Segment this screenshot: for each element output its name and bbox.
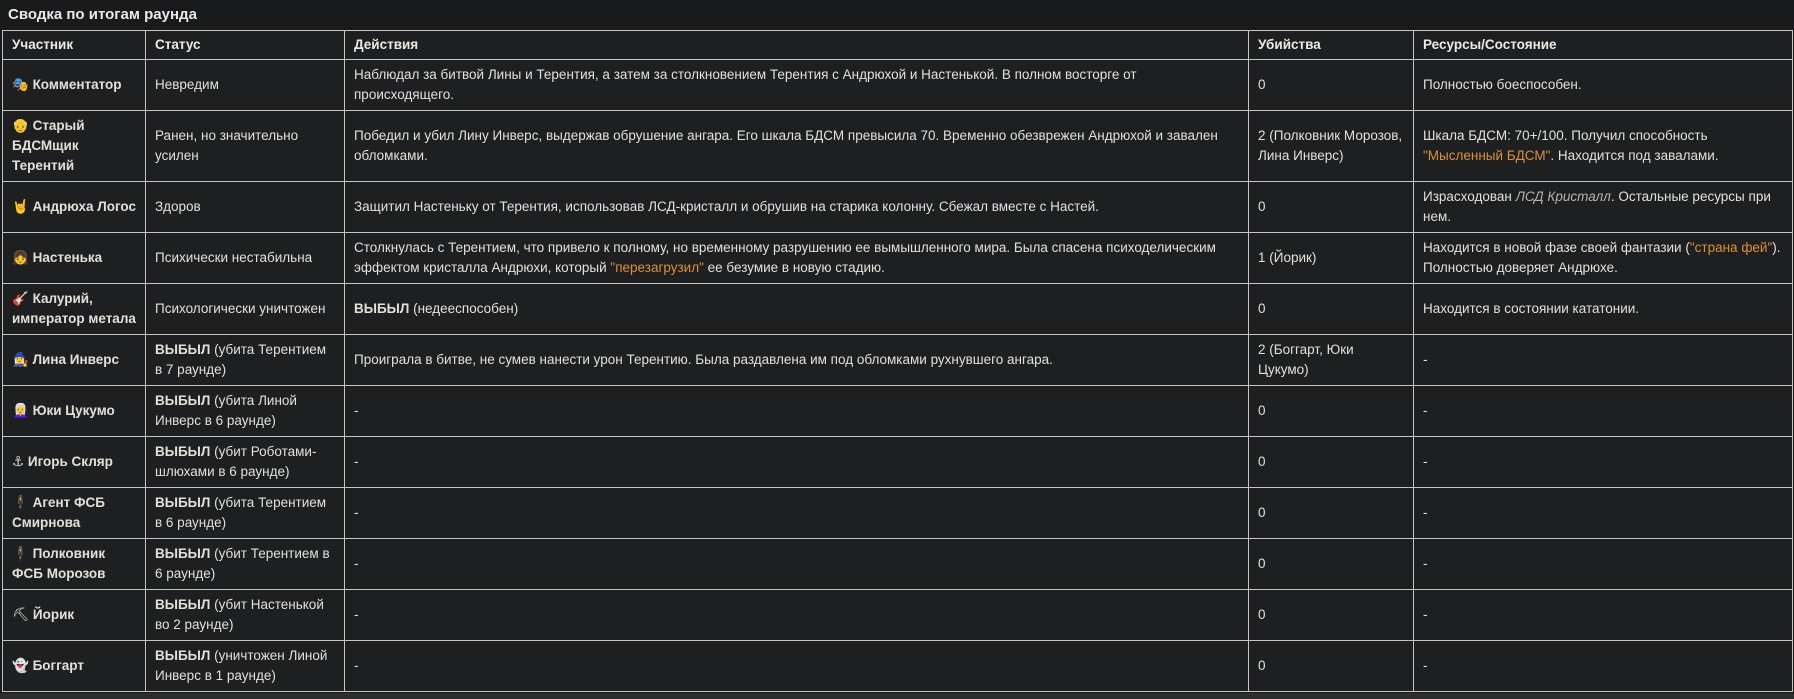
resources-cell — [1414, 182, 1793, 233]
status-cell — [146, 437, 345, 488]
text-segment: Психологически уничтожен — [155, 301, 326, 316]
text-segment: - — [1423, 658, 1428, 673]
participant-cell — [3, 590, 146, 641]
resources-cell — [1414, 60, 1793, 111]
participant-name: Йорик — [29, 607, 75, 622]
actions-cell — [345, 284, 1249, 335]
text-segment: - — [1423, 607, 1428, 622]
kills-cell: 0 — [1249, 182, 1414, 233]
text-segment: ВЫБЫЛ — [354, 301, 410, 316]
kills-cell: 2 (Боггарт, Юки Цукумо) — [1249, 335, 1414, 386]
kills-cell: 2 (Полковник Морозов, Лина Инверс) — [1249, 111, 1414, 182]
text-segment: - — [354, 556, 359, 571]
header-resources: Ресурсы/Состояние — [1414, 31, 1793, 60]
table-row — [3, 590, 1793, 641]
link-text[interactable]: "страна фей" — [1689, 240, 1773, 255]
theater-masks-icon: 🎭 — [12, 77, 29, 92]
white-haired-woman-icon: 👩‍🦳 — [12, 403, 29, 418]
resources-cell — [1414, 590, 1793, 641]
status-cell — [146, 335, 345, 386]
kills-cell: 0 — [1249, 488, 1414, 539]
participant-name: Лина Инверс — [28, 352, 119, 367]
actions-cell — [345, 386, 1249, 437]
link-text[interactable]: "Мысленный БДСМ" — [1423, 148, 1551, 163]
text-segment: ВЫБЫЛ — [155, 546, 211, 561]
table-row — [3, 60, 1793, 111]
participant-name: Андрюха Логос — [28, 199, 136, 214]
participant-name: Юки Цукумо — [28, 403, 115, 418]
text-segment: (убит Роботами-шлюхами в 6 раунде) — [155, 444, 317, 479]
resources-cell — [1414, 641, 1793, 692]
text-segment: (недееспособен) — [409, 301, 519, 316]
text-segment: . Находится под завалами. — [1550, 148, 1719, 163]
text-segment: - — [1423, 556, 1428, 571]
actions-cell — [345, 335, 1249, 386]
text-segment: Здоров — [155, 199, 201, 214]
table-body — [3, 60, 1793, 692]
girl-icon: 👧 — [12, 250, 29, 265]
kills-cell: 1 (Йорик) — [1249, 233, 1414, 284]
text-segment: - — [354, 607, 359, 622]
text-segment: ВЫБЫЛ — [155, 495, 211, 510]
text-segment: ВЫБЫЛ — [155, 648, 211, 663]
actions-cell — [345, 539, 1249, 590]
text-segment: Ранен, но значительно усилен — [155, 128, 299, 163]
kills-cell: 0 — [1249, 590, 1414, 641]
text-segment: ЛСД Кристалл — [1515, 189, 1611, 204]
ghost-icon: 👻 — [12, 658, 29, 673]
participant-cell — [3, 284, 146, 335]
man-in-suit-icon: 🕴 — [12, 546, 29, 561]
participant-cell — [3, 488, 146, 539]
actions-cell — [345, 182, 1249, 233]
text-segment: (убита Линой Инверс в 6 раунде) — [155, 393, 297, 428]
text-segment: Столкнулась с Терентием, что привело к полному, но временному разрушению ее вымышленного мира. Была спасена психоделическим эффектом кристалла Андрюхи, который — [354, 240, 1216, 275]
table-row — [3, 437, 1793, 488]
table-row — [3, 641, 1793, 692]
text-segment: - — [354, 454, 359, 469]
kills-cell: 0 — [1249, 641, 1414, 692]
kills-cell: 0 — [1249, 284, 1414, 335]
text-segment: - — [1423, 505, 1428, 520]
text-segment: Полностью боеспособен. — [1423, 77, 1582, 92]
link-text[interactable]: "перезагрузил" — [610, 260, 704, 275]
resources-cell — [1414, 284, 1793, 335]
text-segment: (убита Терентием в 7 раунде) — [155, 342, 327, 377]
text-segment: ВЫБЫЛ — [155, 597, 211, 612]
actions-cell — [345, 111, 1249, 182]
status-cell — [146, 539, 345, 590]
resources-cell — [1414, 539, 1793, 590]
woman-mage-icon: 🧙‍♀️ — [12, 352, 29, 367]
header-status: Статус — [146, 31, 345, 60]
text-segment: Наблюдал за битвой Лины и Терентия, а затем за столкновением Терентия с Андрюхой и Настенькой. В полном восторге от происходящего. — [354, 67, 1137, 102]
table-row — [3, 233, 1793, 284]
participant-cell — [3, 182, 146, 233]
text-segment: - — [354, 505, 359, 520]
kills-cell: 0 — [1249, 60, 1414, 111]
participant-name: Агент ФСБ Смирнова — [12, 495, 105, 530]
text-segment: Психически нестабильна — [155, 250, 313, 265]
status-cell — [146, 60, 345, 111]
text-segment: Шкала БДСМ: 70+/100. Получил способность — [1423, 128, 1708, 143]
actions-cell — [345, 437, 1249, 488]
participant-cell — [3, 233, 146, 284]
text-segment: - — [1423, 454, 1428, 469]
anchor-icon: ⚓ — [12, 454, 25, 469]
text-segment: ). Полностью доверяет Андрюхе. — [1423, 240, 1781, 275]
text-segment: Израсходован — [1423, 189, 1516, 204]
resources-cell — [1414, 488, 1793, 539]
text-segment: (уничтожен Линой Инверс в 1 раунде) — [155, 648, 328, 683]
participant-cell — [3, 641, 146, 692]
participant-name: Настенька — [28, 250, 103, 265]
bottom-strip — [0, 693, 1794, 699]
text-segment: (убита Терентием в 6 раунде) — [155, 495, 327, 530]
old-man-icon: 👴 — [12, 118, 29, 133]
guitar-icon: 🎸 — [12, 291, 29, 306]
text-segment: ВЫБЫЛ — [155, 342, 211, 357]
text-segment: ее безумие в новую стадию. — [703, 260, 885, 275]
participant-cell — [3, 437, 146, 488]
text-segment: - — [1423, 403, 1428, 418]
text-segment: - — [354, 658, 359, 673]
table-row — [3, 182, 1793, 233]
table-row — [3, 539, 1793, 590]
table-row — [3, 335, 1793, 386]
header-actions: Действия — [345, 31, 1249, 60]
status-cell — [146, 182, 345, 233]
participant-name: Комментатор — [28, 77, 122, 92]
header-row — [3, 31, 1793, 60]
header-participant: Участник — [3, 31, 146, 60]
table-row — [3, 111, 1793, 182]
participant-cell — [3, 111, 146, 182]
actions-cell — [345, 60, 1249, 111]
text-segment: (убит Терентием в 6 раунде) — [155, 546, 330, 581]
text-segment: Защитил Настеньку от Терентия, использовав ЛСД-кристалл и обрушив на старика колонну. Сбежал вместе с Настей. — [354, 199, 1099, 214]
status-cell — [146, 641, 345, 692]
participant-name: Полковник ФСБ Морозов — [12, 546, 106, 581]
participant-cell — [3, 335, 146, 386]
resources-cell — [1414, 386, 1793, 437]
status-cell — [146, 284, 345, 335]
status-cell — [146, 111, 345, 182]
actions-cell — [345, 590, 1249, 641]
sign-of-horns-icon: 🤘 — [12, 199, 29, 214]
text-segment: ВЫБЫЛ — [155, 393, 211, 408]
kills-cell: 0 — [1249, 437, 1414, 488]
participant-cell — [3, 539, 146, 590]
actions-cell — [345, 488, 1249, 539]
text-segment: ВЫБЫЛ — [155, 444, 211, 459]
participant-name: Боггарт — [28, 658, 84, 673]
actions-cell — [345, 641, 1249, 692]
status-cell — [146, 233, 345, 284]
man-in-suit-icon: 🕴 — [12, 495, 29, 510]
resources-cell — [1414, 437, 1793, 488]
round-summary-table — [2, 30, 1793, 692]
participant-cell — [3, 60, 146, 111]
status-cell — [146, 488, 345, 539]
text-segment: - — [1423, 352, 1428, 367]
text-segment: (убит Настенькой во 2 раунде) — [155, 597, 324, 632]
text-segment: Находится в состоянии кататонии. — [1423, 301, 1640, 316]
text-segment: Находится в новой фазе своей фантазии ( — [1423, 240, 1690, 255]
resources-cell — [1414, 111, 1793, 182]
text-segment: Невредим — [155, 77, 219, 92]
table-row — [3, 284, 1793, 335]
page-title: Сводка по итогам раунда — [8, 6, 197, 23]
resources-cell — [1414, 233, 1793, 284]
text-segment: Победил и убил Лину Инверс, выдержав обрушение ангара. Его шкала БДСМ превысила 70. Временно обезврежен Андрюхой и завален обломками. — [354, 128, 1218, 163]
kills-cell: 0 — [1249, 539, 1414, 590]
text-segment: Проиграла в битве, не сумев нанести урон Терентию. Была раздавлена им под обломками рухнувшего ангара. — [354, 352, 1053, 367]
resources-cell — [1414, 335, 1793, 386]
pick-icon: ⛏ — [12, 607, 30, 622]
participant-name: Игорь Скляр — [24, 454, 113, 469]
status-cell — [146, 386, 345, 437]
table-row — [3, 386, 1793, 437]
header-kills: Убийства — [1249, 31, 1414, 60]
participant-name: Калурий, император метала — [12, 291, 136, 326]
table-row — [3, 488, 1793, 539]
text-segment: - — [354, 403, 359, 418]
kills-cell: 0 — [1249, 386, 1414, 437]
actions-cell — [345, 233, 1249, 284]
text-segment: . Остальные ресурсы при нем. — [1423, 189, 1771, 224]
participant-name: Старый БДСМщик Терентий — [12, 118, 85, 173]
status-cell — [146, 590, 345, 641]
participant-cell — [3, 386, 146, 437]
